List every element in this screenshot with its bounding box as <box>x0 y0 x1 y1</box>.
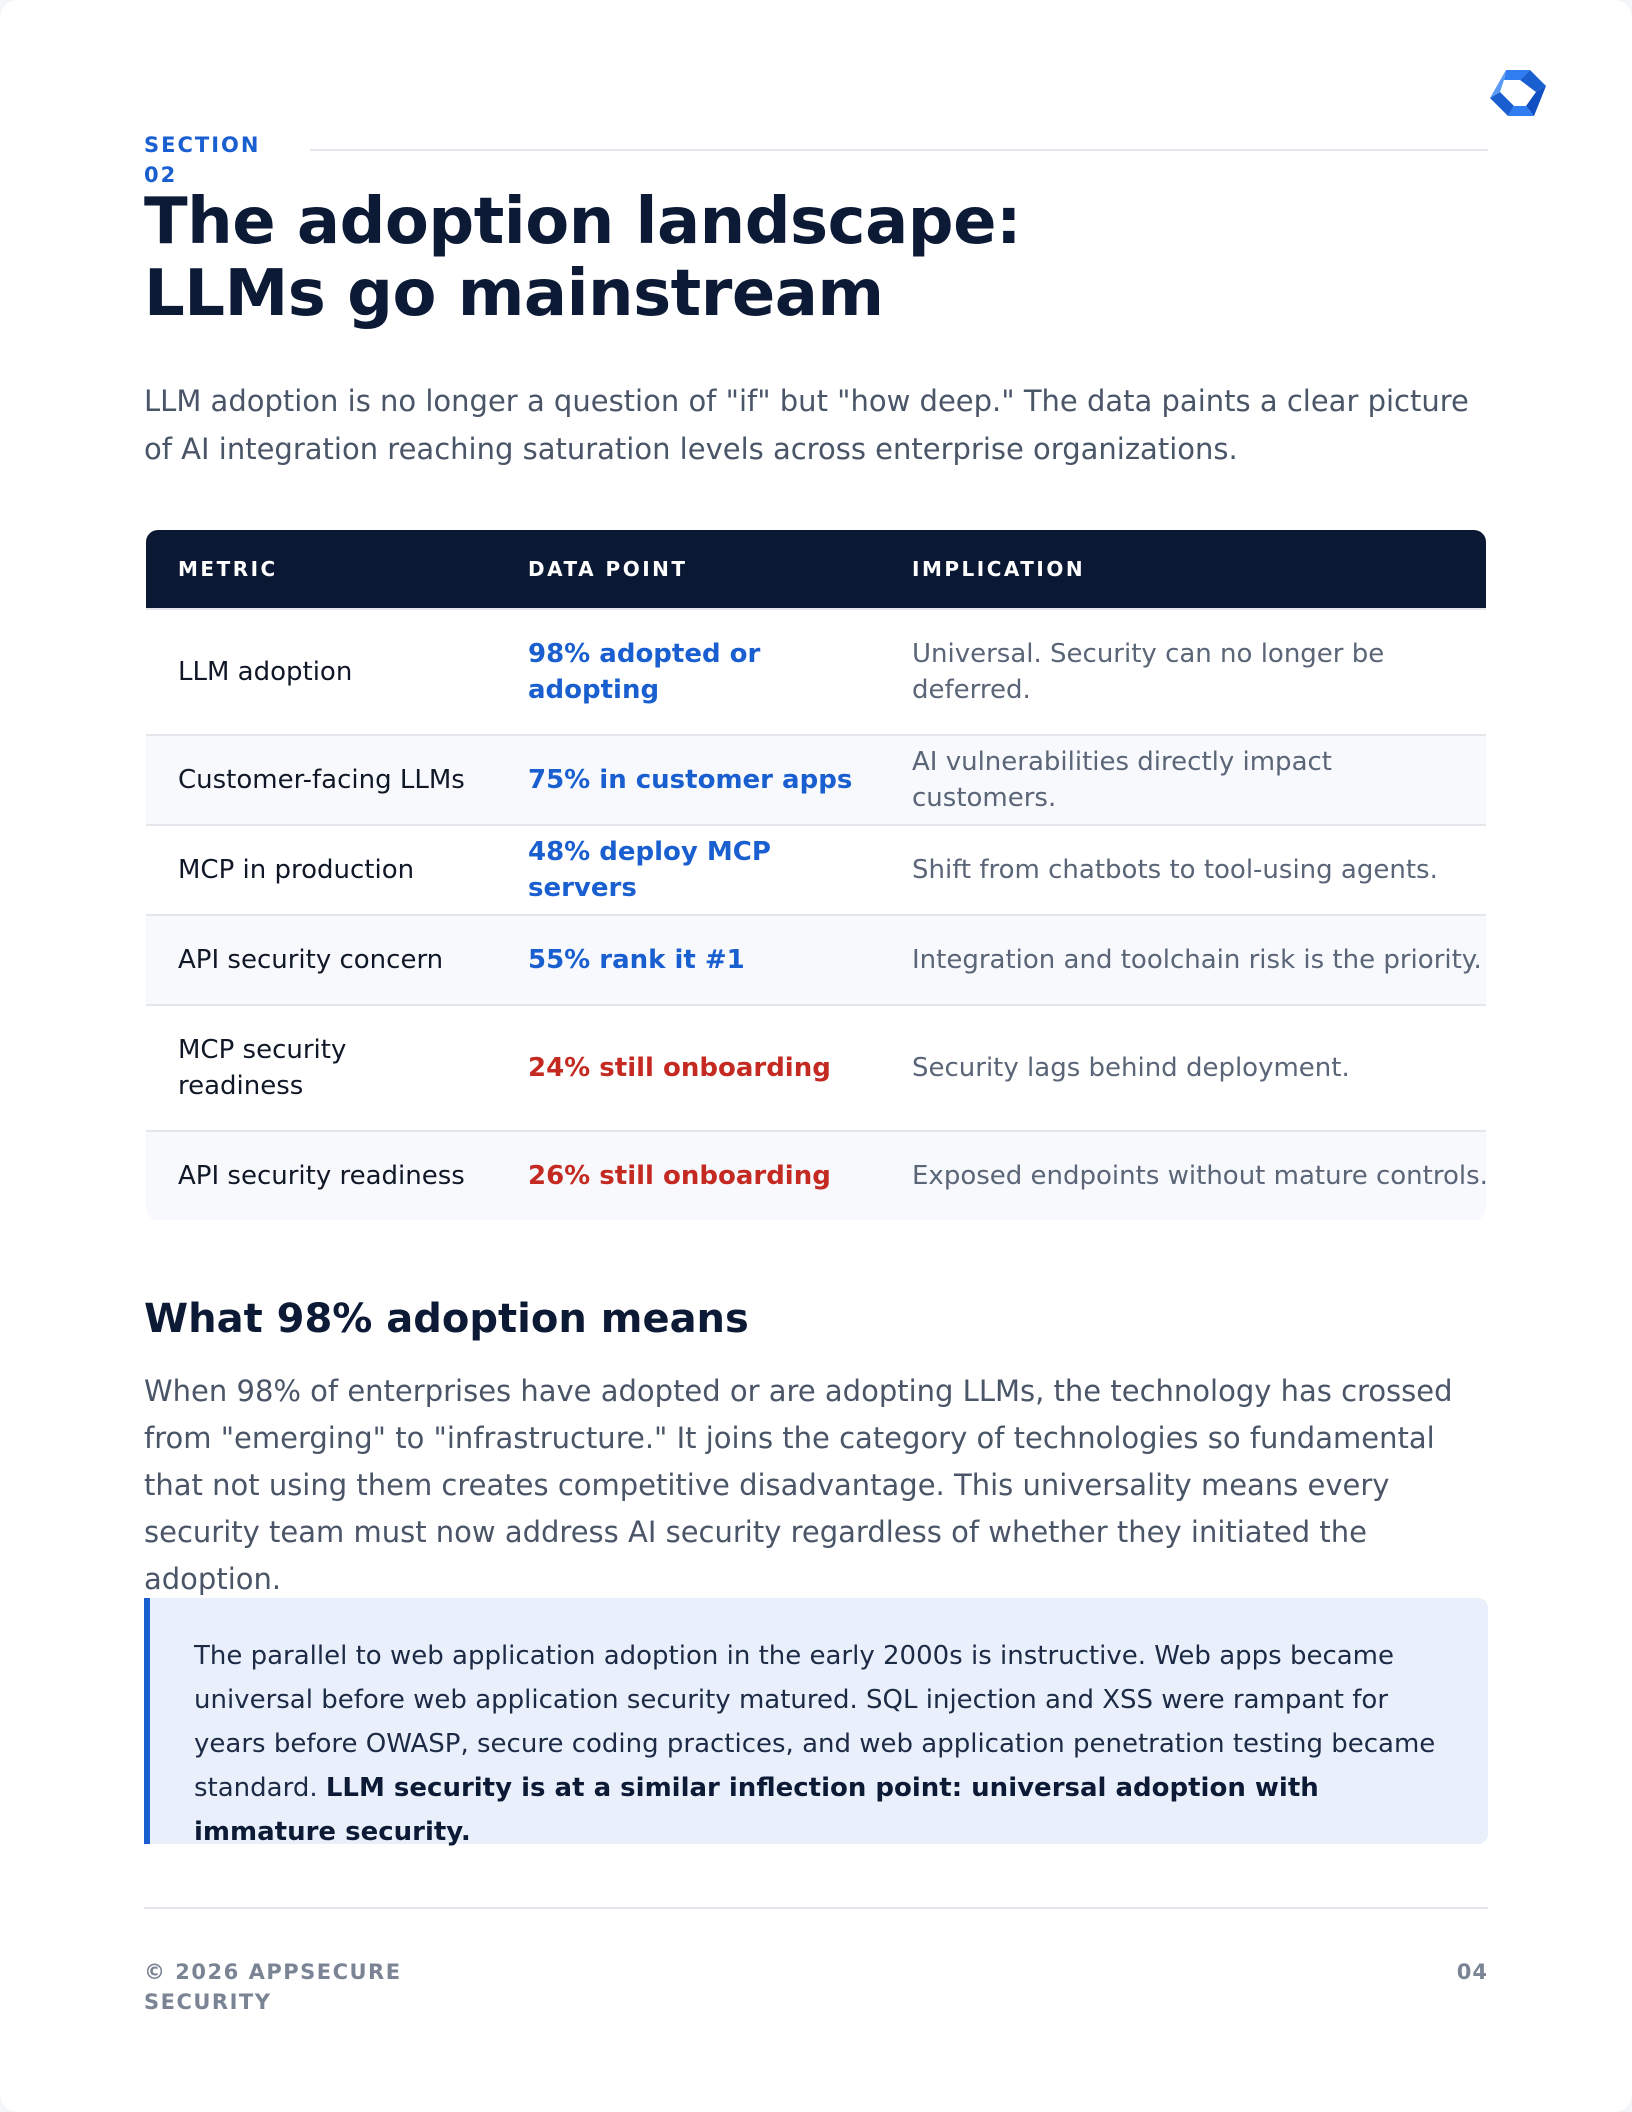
page-title-line-2: LLMs go mainstream <box>144 257 884 331</box>
implication-cell: Universal. Security can no longer be deferred. <box>912 639 1385 705</box>
callout-box <box>144 1598 1488 1847</box>
column-header-implication: IMPLICATION <box>912 557 1086 581</box>
table-row <box>146 1130 1486 1220</box>
table-row <box>146 914 1486 1004</box>
table-row <box>146 1004 1486 1130</box>
subsection-heading: What 98% adoption means <box>144 1296 749 1342</box>
page-title-line-1: The adoption landscape: <box>144 185 1022 259</box>
table-row <box>146 734 1486 824</box>
section-label: SECTION 02 <box>144 133 261 187</box>
table-header <box>146 530 1486 608</box>
implication-cell: AI vulnerabilities directly impact customers. <box>912 747 1332 813</box>
callout-text <box>194 1634 1454 1854</box>
data-point-cell: 55% rank it #1 <box>528 945 745 975</box>
metric-cell: MCP in production <box>178 855 415 885</box>
section-divider <box>310 149 1488 151</box>
implication-cell: Shift from chatbots to tool-using agents. <box>912 855 1438 885</box>
metric-cell: Customer-facing LLMs <box>178 765 465 795</box>
callout-body: The parallel to web application adoption in the early 2000s is instructive. Web apps became universal before web application security matured. SQL injection and XSS were rampant for years before OWASP, secure coding practices, and web application penetration testing became standard. <box>194 1641 1436 1803</box>
data-point-cell: 98% adopted or adopting <box>528 639 761 705</box>
implication-cell: Integration and toolchain risk is the priority. <box>912 945 1482 975</box>
metric-cell: API security concern <box>178 945 444 975</box>
column-header-data-point: DATA POINT <box>528 557 688 581</box>
page-title <box>144 186 1444 330</box>
data-point-cell: 26% still onboarding <box>528 1161 831 1191</box>
data-point-cell: 24% still onboarding <box>528 1053 831 1083</box>
metric-cell: LLM adoption <box>178 657 353 687</box>
metric-cell: API security readiness <box>178 1161 465 1191</box>
page-number: 04 <box>1456 1960 1488 1984</box>
implication-cell: Security lags behind deployment. <box>912 1053 1350 1083</box>
intro-paragraph: LLM adoption is no longer a question of "if" but "how deep." The data paints a clear picture of AI integration reaching saturation levels across enterprise organizations. <box>144 384 1469 466</box>
footer-divider <box>144 1907 1488 1909</box>
metric-cell: MCP security readiness <box>178 1035 347 1101</box>
subsection-body: When 98% of enterprises have adopted or are adopting LLMs, the technology has crossed from "emerging" to "infrastructure." It joins the category of technologies so fundamental that not using them creates competitive disadvantage. This universality means every security team must now address AI security regardless of whether they initiated the adoption. <box>144 1374 1453 1596</box>
table-row <box>146 824 1486 914</box>
column-header-metric: METRIC <box>178 557 278 581</box>
callout-emphasis: LLM security is at a similar inflection point: universal adoption with immature security. <box>194 1773 1319 1847</box>
data-point-cell: 75% in customer apps <box>528 765 853 795</box>
table-row <box>146 608 1486 734</box>
data-point-cell: 48% deploy MCP servers <box>528 837 771 903</box>
metrics-table <box>146 530 1486 1220</box>
implication-cell: Exposed endpoints without mature controls. <box>912 1161 1488 1191</box>
footer-copyright: © 2026 APPSECURE SECURITY <box>144 1960 402 2014</box>
appsecure-logo-icon <box>1484 66 1550 126</box>
